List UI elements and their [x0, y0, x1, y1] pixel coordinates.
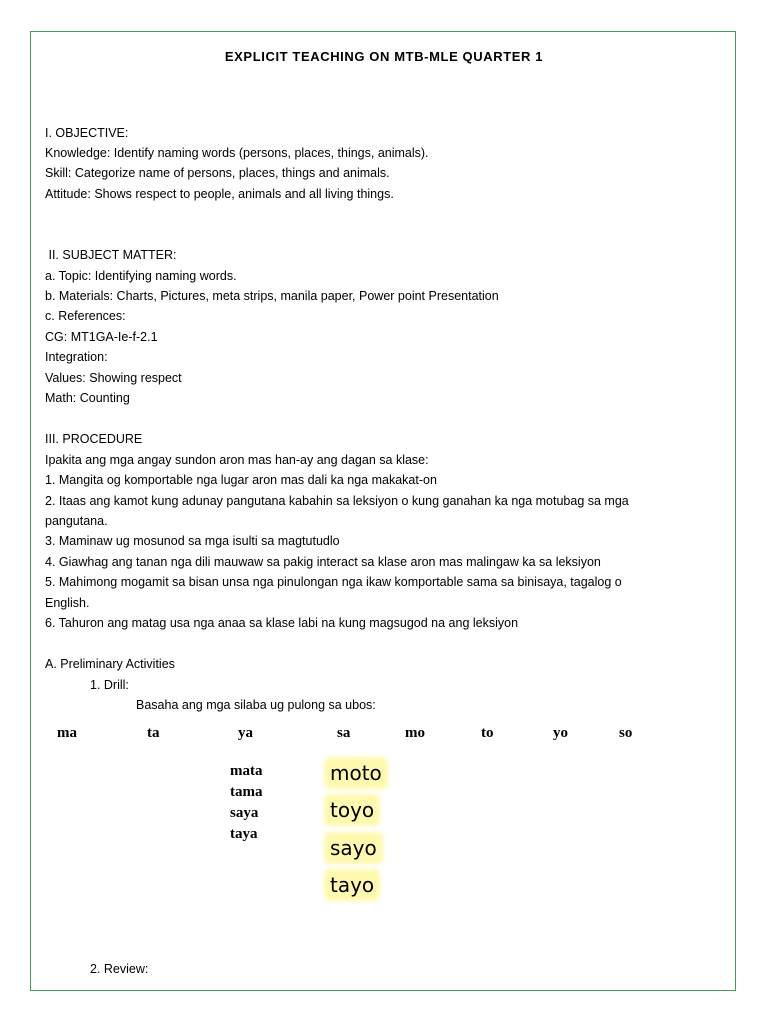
highlighted-word: sayo [327, 835, 380, 861]
word: mata [230, 763, 263, 779]
subject-math: Math: Counting [45, 391, 130, 405]
procedure-item-6: 6. Tahuron ang matag usa nga anaa sa klase labi na kung magsugod na ang leksiyon [45, 616, 519, 630]
procedure-item-2-cont: pangutana. [45, 514, 108, 528]
subject-topic: a. Topic: Identifying naming words. [45, 269, 237, 283]
drill-label: 1. Drill: [90, 678, 129, 692]
highlighted-word: moto [327, 760, 385, 786]
procedure-item-2: 2. Itaas ang kamot kung adunay pangutana kabahin sa leksiyon o kung ganahan ka nga motubag sa mga [45, 494, 629, 508]
word: saya [230, 805, 259, 821]
procedure-item-3: 3. Maminaw ug mosunod sa mga isulti sa magtutudlo [45, 534, 340, 548]
syllable: ya [238, 725, 253, 741]
subject-cg: CG: MT1GA-Ie-f-2.1 [45, 330, 158, 344]
highlighted-word: toyo [327, 797, 377, 823]
syllable: ta [147, 725, 160, 741]
syllable: to [481, 725, 494, 741]
document-title: EXPLICIT TEACHING ON MTB-MLE QUARTER 1 [224, 49, 544, 64]
subject-references: c. References: [45, 309, 126, 323]
syllable: yo [553, 725, 568, 741]
objective-heading: I. OBJECTIVE: [45, 126, 129, 140]
procedure-item-4: 4. Giawhag ang tanan nga dili mauwaw sa pakig interact sa klase aron mas malingaw ka sa leksiyon [45, 555, 601, 569]
subject-matter-heading: II. SUBJECT MATTER: [45, 248, 177, 262]
subject-values: Values: Showing respect [45, 371, 182, 385]
procedure-intro: Ipakita ang mga angay sundon aron mas han-ay ang dagan sa klase: [45, 453, 429, 467]
objective-knowledge: Knowledge: Identify naming words (persons, places, things, animals). [45, 146, 429, 160]
highlighted-word: tayo [327, 872, 377, 898]
objective-attitude: Attitude: Shows respect to people, animals and all living things. [45, 187, 394, 201]
syllable: so [619, 725, 633, 741]
review-label: 2. Review: [90, 962, 149, 976]
procedure-heading: III. PROCEDURE [45, 432, 143, 446]
preliminary-heading: A. Preliminary Activities [45, 657, 175, 671]
procedure-item-1: 1. Mangita og komportable nga lugar aron mas dali ka nga makakat-on [45, 473, 437, 487]
syllable: sa [337, 725, 351, 741]
syllable: mo [405, 725, 425, 741]
subject-materials: b. Materials: Charts, Pictures, meta strips, manila paper, Power point Presentation [45, 289, 499, 303]
procedure-item-5: 5. Mahimong mogamit sa bisan unsa nga pinulongan nga ikaw komportable sama sa binisaya, tagalog o [45, 575, 622, 589]
drill-instruction: Basaha ang mga silaba ug pulong sa ubos: [136, 698, 376, 712]
word: taya [230, 826, 258, 842]
procedure-item-5-cont: English. [45, 596, 90, 610]
syllable: ma [57, 725, 77, 741]
word: tama [230, 784, 263, 800]
objective-skill: Skill: Categorize name of persons, places, things and animals. [45, 166, 390, 180]
subject-integration: Integration: [45, 350, 108, 364]
